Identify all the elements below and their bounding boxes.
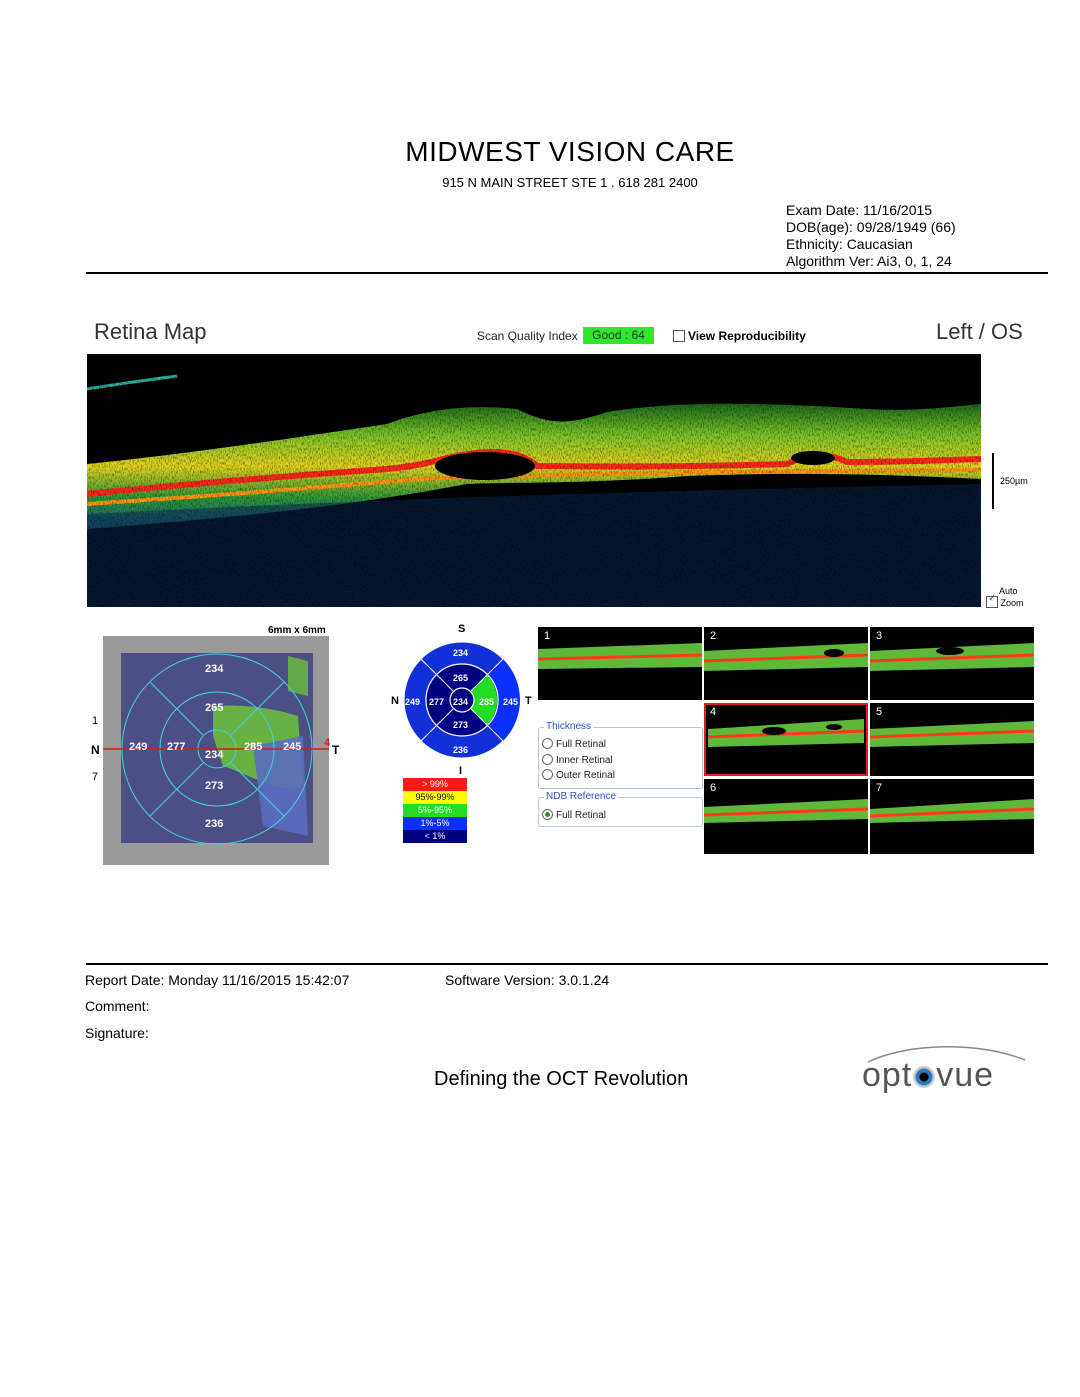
radio-inner-retinal[interactable] [542, 754, 613, 766]
scan-line-1-label: 1 [92, 715, 99, 727]
thumbnail-number: 5 [876, 706, 883, 718]
etdrs-label-n: N [391, 695, 399, 707]
clinic-address: 915 N MAIN STREET STE 1 . 618 281 2400 [442, 175, 698, 190]
scan-quality-badge: Good : 64 [583, 327, 654, 344]
dob: DOB(age): 09/28/1949 (66) [786, 219, 956, 235]
oct-bscan-svg [87, 354, 981, 607]
optovue-logo [860, 1040, 1030, 1105]
oct-bscan-image [87, 354, 981, 607]
radio-label: Inner Retinal [556, 755, 613, 766]
fundus-dimensions: 6mm x 6mm [268, 625, 326, 636]
legend-row-4: < 1% [403, 830, 467, 843]
eye-icon [913, 1066, 935, 1088]
radio-outer-retinal[interactable] [542, 769, 615, 781]
etdrs-superior-inner: 265 [453, 673, 469, 683]
etdrs-superior-outer: 234 [453, 648, 469, 658]
fundus-superior-outer: 234 [205, 663, 224, 675]
etdrs-inferior-outer: 236 [453, 745, 469, 755]
auto-zoom-line2: Zoom [1000, 598, 1024, 608]
radio-label: Outer Retinal [556, 770, 615, 781]
fundus-nasal-outer: 249 [129, 741, 148, 753]
radio-label: Full Retinal [556, 739, 607, 750]
algorithm-version: Algorithm Ver: Ai3, 0, 1, 24 [786, 253, 952, 269]
fundus-superior-inner: 265 [205, 702, 224, 714]
thumbnail-number: 3 [876, 630, 883, 642]
ethnicity: Ethnicity: Caucasian [786, 236, 913, 252]
thickness-panel-title: Thickness [546, 721, 592, 732]
radio-ndb-full-retinal[interactable] [542, 809, 606, 821]
comment-label: Comment: [85, 998, 150, 1014]
fundus-temporal-outer: 245 [283, 741, 302, 753]
normative-legend [403, 778, 467, 843]
view-reproducibility-label[interactable]: View Reproducibility [688, 329, 806, 343]
fundus-nasal-inner: 277 [167, 741, 186, 753]
radio-button[interactable] [542, 809, 553, 820]
legend-row-0: > 99% [403, 778, 467, 791]
ndb-panel-title: NDB Reference [546, 791, 617, 802]
radio-button[interactable] [542, 754, 553, 765]
thumbnail-number: 6 [710, 782, 717, 794]
etdrs-temporal-outer: 245 [503, 697, 519, 707]
report-date: Report Date: Monday 11/16/2015 15:42:07 [85, 972, 350, 988]
scan-line-7-label: 7 [92, 771, 99, 783]
fundus-inferior-outer: 236 [205, 818, 224, 830]
radio-button[interactable] [542, 738, 553, 749]
scale-label: 250µm [1000, 476, 1028, 486]
auto-zoom-line1: Auto [999, 586, 1018, 596]
radio-label: Full Retinal [556, 810, 607, 821]
thumbnail-number: 1 [544, 630, 551, 642]
radio-button[interactable] [542, 769, 553, 780]
clinic-name: MIDWEST VISION CARE [405, 136, 735, 167]
check-icon: ✓ [988, 593, 997, 604]
etdrs-inferior-inner: 273 [453, 720, 469, 730]
software-version: Software Version: 3.0.1.24 [445, 972, 610, 988]
logo-text-prefix: opt [862, 1056, 913, 1094]
auto-zoom-label [986, 586, 1024, 608]
scan-thumbnail-2[interactable] [704, 627, 868, 700]
logo-text-suffix: vue [936, 1056, 995, 1094]
thumbnail-number: 7 [876, 782, 883, 794]
legend-row-1: 95%-99% [403, 791, 467, 804]
fundus-center: 234 [205, 749, 224, 761]
fundus-inferior-inner: 273 [205, 780, 224, 792]
etdrs-label-i: I [459, 765, 463, 777]
signature-label: Signature: [85, 1025, 149, 1041]
footer-divider [86, 963, 1048, 965]
etdrs-nasal-outer: 249 [405, 697, 421, 707]
etdrs-label-s: S [458, 623, 466, 635]
thumbnail-number: 2 [710, 630, 717, 642]
fundus-temporal-inner: 285 [244, 741, 263, 753]
view-reproducibility-checkbox[interactable] [673, 330, 685, 342]
legend-row-2: 5%-95% [403, 804, 467, 817]
etdrs-label-t: T [525, 695, 532, 707]
thumbnail-number: 4 [710, 706, 717, 718]
fundus-label-t: T [332, 743, 340, 757]
scan-thumbnail-7[interactable] [870, 779, 1034, 854]
patient-info [786, 202, 956, 270]
etdrs-nasal-inner: 277 [429, 697, 445, 707]
page-title: Retina Map [94, 319, 207, 344]
scan-thumbnail-4[interactable] [704, 703, 868, 776]
scan-thumbnail-5[interactable] [870, 703, 1034, 776]
etdrs-center: 234 [453, 697, 469, 707]
scan-thumbnail-6[interactable] [704, 779, 868, 854]
scan-thumbnail-1[interactable] [538, 627, 702, 700]
tagline: Defining the OCT Revolution [434, 1068, 689, 1090]
eye-label: Left / OS [936, 319, 1023, 344]
exam-date: Exam Date: 11/16/2015 [786, 202, 933, 218]
header-divider [86, 272, 1048, 274]
scale-bar [992, 453, 994, 509]
legend-row-3: 1%-5% [403, 817, 467, 830]
scan-thumbnail-3[interactable] [870, 627, 1034, 700]
scan-line-4-label: 4 [324, 737, 331, 749]
fundus-label-n: N [91, 743, 100, 757]
scan-quality-label: Scan Quality Index [477, 329, 578, 343]
auto-zoom-checkbox[interactable] [986, 593, 998, 608]
etdrs-temporal-inner: 285 [479, 697, 495, 707]
radio-full-retinal[interactable] [542, 738, 606, 750]
